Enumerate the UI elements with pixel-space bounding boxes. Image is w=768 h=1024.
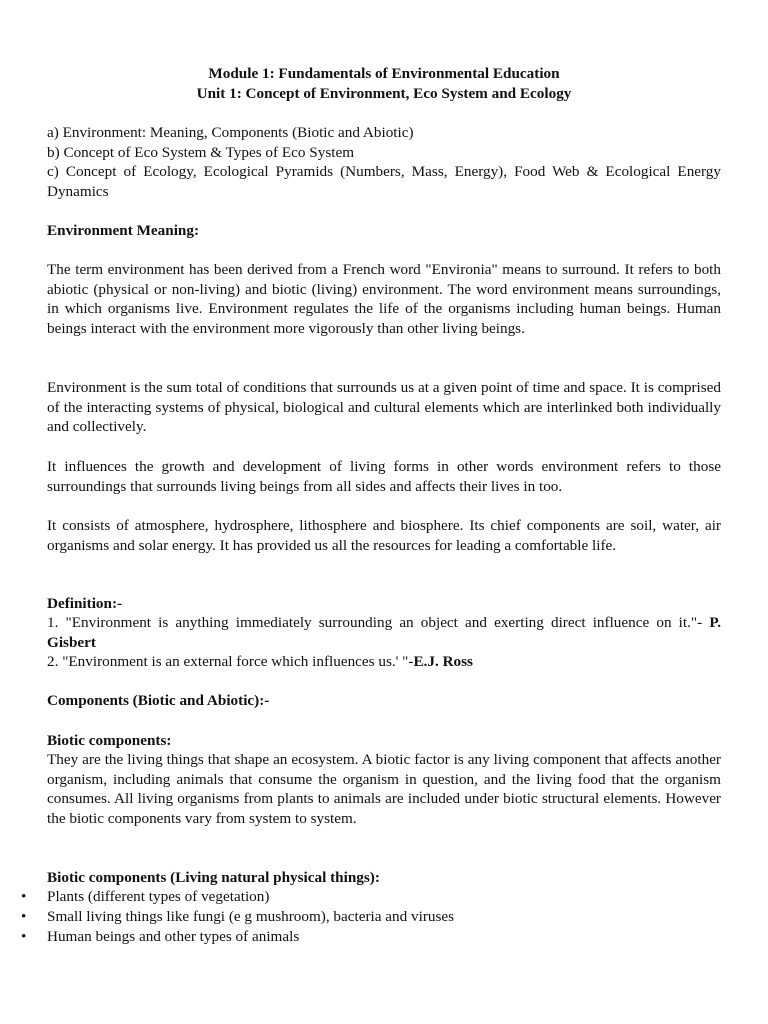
list-item — [0, 887, 760, 907]
list-item-text: Plants (different types of vegetation) — [47, 888, 270, 905]
definition-1-author: P. Gisbert — [47, 614, 721, 651]
meaning-paragraph-1: The term environment has been derived from a French word "Environia" means to surround. It refers to both abiotic (physical or non-living) and biotic (living) environment. The word environment means surroundings, in which organisms live. Environment regulates the life of the organisms including human beings. Human beings interact with the environment more vigorously than other living beings. — [47, 261, 721, 337]
module-title: Module 1: Fundamentals of Environmental Education — [208, 65, 560, 82]
outline-item-b: b) Concept of Eco System & Types of Eco System — [47, 144, 355, 161]
bullet-icon: • — [21, 888, 27, 905]
bullet-icon: • — [21, 908, 27, 925]
environment-meaning-heading: Environment Meaning: — [47, 222, 200, 239]
meaning-paragraph-4: It consists of atmosphere, hydrosphere, lithosphere and biosphere. Its chief components are soil, water, air organisms and solar energy. It has provided us all the resources for leading a comfortable life. — [47, 517, 721, 554]
list-item — [0, 927, 760, 947]
biotic-living-heading: Biotic components (Living natural physical things): — [47, 869, 380, 886]
list-item — [0, 907, 760, 927]
biotic-heading: Biotic components: — [47, 732, 172, 749]
outline-item-c: c) Concept of Ecology, Ecological Pyramids (Numbers, Mass, Energy), Food Web & Ecological Energy Dynamics — [47, 163, 721, 200]
meaning-paragraph-3: It influences the growth and development of living forms in other words environment refers to those surroundings that surrounds living beings from all sides and affects their lives in too. — [47, 458, 721, 495]
definition-1-text: 1. "Environment is anything immediately surrounding an object and exerting direct influence on it."- — [47, 614, 710, 631]
biotic-paragraph: They are the living things that shape an ecosystem. A biotic factor is any living component that affects another organism, including animals that consume the organism in question, and the living food that the organism consumes. All living organisms from plants to animals are included under biotic structural elements. However the biotic components vary from system to system. — [47, 751, 721, 827]
definition-2-author: E.J. Ross — [413, 653, 473, 670]
definition-item-1 — [47, 613, 721, 652]
definition-heading: Definition:- — [47, 595, 123, 612]
definition-item-2 — [47, 652, 721, 672]
definition-2-text: 2. "Environment is an external force which influences us.' "- — [47, 653, 414, 670]
meaning-paragraph-2: Environment is the sum total of conditions that surrounds us at a given point of time and space. It is comprised of the interacting systems of physical, biological and cultural elements which are interlinked both individually and collectively. — [47, 379, 721, 436]
bullet-icon: • — [21, 928, 27, 945]
list-item-text: Small living things like fungi (e g mushroom), bacteria and viruses — [47, 908, 455, 925]
outline-item-a: a) Environment: Meaning, Components (Biotic and Abiotic) — [47, 124, 414, 141]
biotic-list — [0, 887, 760, 947]
list-item-text: Human beings and other types of animals — [47, 928, 300, 945]
components-heading: Components (Biotic and Abiotic):- — [47, 692, 270, 709]
unit-title: Unit 1: Concept of Environment, Eco System and Ecology — [196, 85, 572, 102]
